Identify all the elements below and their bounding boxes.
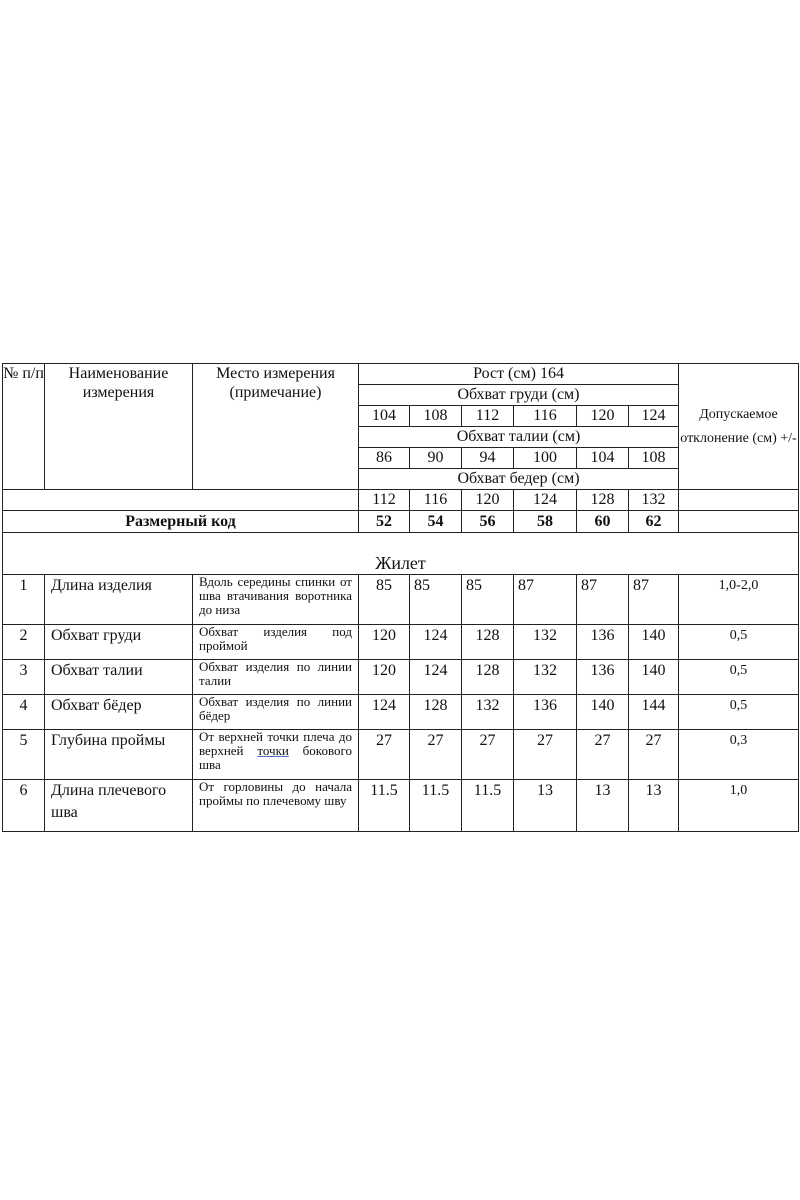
row-place: Вдоль середины спинки от шва втачивания воротника до низа xyxy=(193,575,359,625)
row-value: 85 xyxy=(359,575,410,625)
hips-value: 132 xyxy=(629,490,679,511)
table-row xyxy=(3,730,799,780)
size-code: 60 xyxy=(577,511,629,533)
row-value: 132 xyxy=(514,660,577,695)
row-value: 11.5 xyxy=(462,780,514,832)
size-code-row xyxy=(3,511,799,533)
waist-value: 94 xyxy=(462,448,514,469)
header-name: Наименование измерения xyxy=(45,364,193,490)
waist-value: 90 xyxy=(410,448,462,469)
hips-value: 112 xyxy=(359,490,410,511)
header-no: № п/п xyxy=(3,364,45,490)
row-value: 85 xyxy=(410,575,462,625)
waist-value: 86 xyxy=(359,448,410,469)
waist-value: 104 xyxy=(577,448,629,469)
row-value: 27 xyxy=(410,730,462,780)
row-value: 27 xyxy=(359,730,410,780)
row-value: 124 xyxy=(410,660,462,695)
row-value: 124 xyxy=(410,625,462,660)
row-name: Обхват бёдер xyxy=(45,695,193,730)
row-value: 136 xyxy=(577,660,629,695)
row-value: 128 xyxy=(462,625,514,660)
section-title: Жилет xyxy=(3,533,799,575)
spellcheck-underlined-word: точки xyxy=(257,743,289,758)
hips-value: 124 xyxy=(514,490,577,511)
row-no: 4 xyxy=(3,695,45,730)
header-tolerance: Допускаемое отклонение (см) +/- xyxy=(679,364,799,490)
row-value: 11.5 xyxy=(410,780,462,832)
row-tolerance: 0,5 xyxy=(679,695,799,730)
row-tolerance: 1,0 xyxy=(679,780,799,832)
row-value: 124 xyxy=(359,695,410,730)
row-value: 120 xyxy=(359,625,410,660)
row-name: Глубина проймы xyxy=(45,730,193,780)
row-value: 128 xyxy=(462,660,514,695)
row-place: Обхват изделия под проймой xyxy=(193,625,359,660)
table-row xyxy=(3,780,799,832)
row-value: 13 xyxy=(514,780,577,832)
row-value: 11.5 xyxy=(359,780,410,832)
size-table xyxy=(2,363,799,832)
waist-value: 108 xyxy=(629,448,679,469)
chest-value: 108 xyxy=(410,406,462,427)
size-code: 58 xyxy=(514,511,577,533)
row-no: 3 xyxy=(3,660,45,695)
row-value: 27 xyxy=(629,730,679,780)
row-name: Обхват груди xyxy=(45,625,193,660)
row-no: 2 xyxy=(3,625,45,660)
row-tolerance: 1,0-2,0 xyxy=(679,575,799,625)
header-chest-label: Обхват груди (см) xyxy=(359,385,679,406)
chest-value: 120 xyxy=(577,406,629,427)
row-place: От верхней точки плеча до верхней точки бокового шва xyxy=(193,730,359,780)
table-row xyxy=(3,695,799,730)
chest-value: 124 xyxy=(629,406,679,427)
row-value: 132 xyxy=(462,695,514,730)
row-value: 140 xyxy=(629,625,679,660)
row-name: Длина изделия xyxy=(45,575,193,625)
chest-value: 112 xyxy=(462,406,514,427)
section-row xyxy=(3,533,799,575)
row-value: 132 xyxy=(514,625,577,660)
hips-value: 120 xyxy=(462,490,514,511)
row-no: 6 xyxy=(3,780,45,832)
row-value: 27 xyxy=(462,730,514,780)
header-place: Место измерения (примечание) xyxy=(193,364,359,490)
row-place: Обхват изделия по линии бёдер xyxy=(193,695,359,730)
row-place: Обхват изделия по линии талии xyxy=(193,660,359,695)
row-value: 87 xyxy=(629,575,679,625)
row-value: 136 xyxy=(514,695,577,730)
row-value: 120 xyxy=(359,660,410,695)
size-code: 56 xyxy=(462,511,514,533)
size-code: 54 xyxy=(410,511,462,533)
row-tolerance: 0,3 xyxy=(679,730,799,780)
row-tolerance: 0,5 xyxy=(679,625,799,660)
row-no: 1 xyxy=(3,575,45,625)
chest-value: 116 xyxy=(514,406,577,427)
hips-value: 128 xyxy=(577,490,629,511)
table-row xyxy=(3,660,799,695)
header-row-hips xyxy=(3,490,799,511)
row-value: 140 xyxy=(577,695,629,730)
row-value: 87 xyxy=(577,575,629,625)
waist-value: 100 xyxy=(514,448,577,469)
header-height: Рост (см) 164 xyxy=(359,364,679,385)
row-name: Длина плечевого шва xyxy=(45,780,193,832)
row-value: 87 xyxy=(514,575,577,625)
row-tolerance: 0,5 xyxy=(679,660,799,695)
hips-value: 116 xyxy=(410,490,462,511)
size-code-label: Размерный код xyxy=(3,511,359,533)
header-waist-label: Обхват талии (см) xyxy=(359,427,679,448)
row-value: 27 xyxy=(577,730,629,780)
table-row xyxy=(3,625,799,660)
row-name: Обхват талии xyxy=(45,660,193,695)
header-row-height xyxy=(3,364,799,385)
row-value: 85 xyxy=(462,575,514,625)
header-hips-label: Обхват бедер (см) xyxy=(359,469,679,490)
row-value: 13 xyxy=(577,780,629,832)
row-value: 140 xyxy=(629,660,679,695)
size-code: 62 xyxy=(629,511,679,533)
table-row xyxy=(3,575,799,625)
row-value: 136 xyxy=(577,625,629,660)
row-value: 144 xyxy=(629,695,679,730)
size-code: 52 xyxy=(359,511,410,533)
row-no: 5 xyxy=(3,730,45,780)
row-value: 13 xyxy=(629,780,679,832)
row-place: От горловины до начала проймы по плечевому шву xyxy=(193,780,359,832)
chest-value: 104 xyxy=(359,406,410,427)
row-value: 128 xyxy=(410,695,462,730)
row-value: 27 xyxy=(514,730,577,780)
